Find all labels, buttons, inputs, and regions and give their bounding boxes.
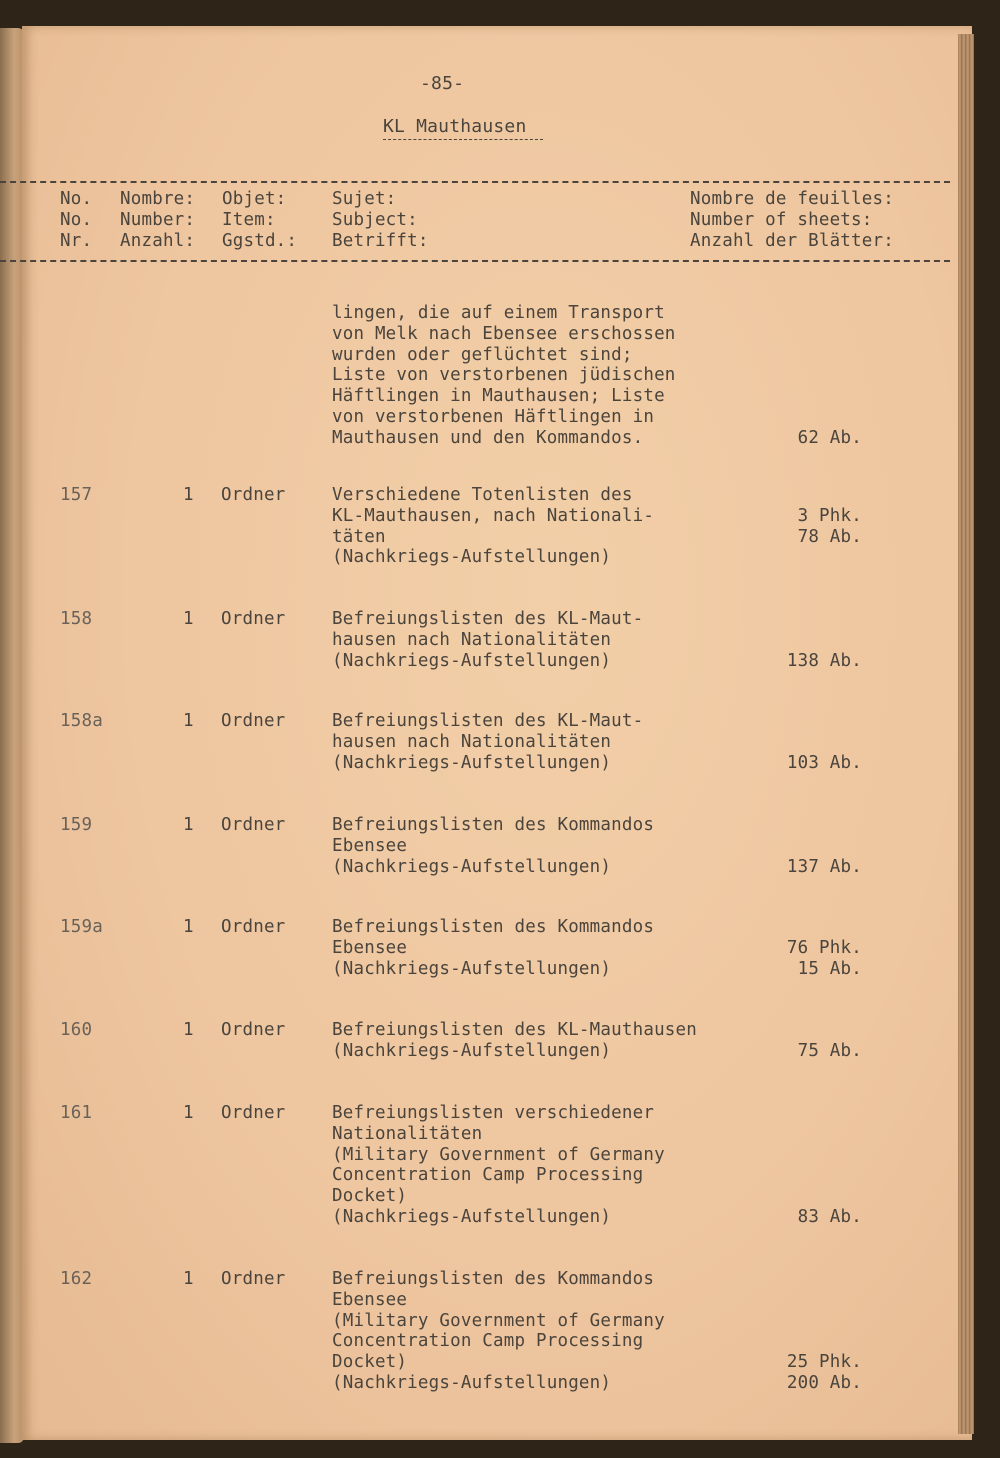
entry-description: Befreiungslisten des KL-Maut- hausen nach Nationalitäten (Nachkriegs-Aufstellungen) (332, 711, 644, 773)
header-bottom-rule (0, 260, 950, 262)
entry-item-type: Ordner (221, 917, 286, 937)
entry-item-type: Ordner (221, 609, 286, 629)
entry-description: Befreiungslisten des Kommandos Ebensee (Nachkriegs-Aufstellungen) (332, 815, 655, 877)
entry-description: Befreiungslisten des Kommandos Ebensee (Nachkriegs-Aufstellungen) (332, 917, 655, 979)
entry-number: 161 (60, 1103, 93, 1123)
header-col-sheets: Nombre de feuilles: Number of sheets: Anzahl der Blätter: (690, 189, 894, 251)
entry-sheet-count: 83 Ab. (797, 1207, 862, 1227)
continuation-count: 62 Ab. (797, 428, 862, 448)
entry-sheet-count: 76 Phk. 15 Ab. (786, 937, 862, 979)
header-col-number: Nombre: Number: Anzahl: (120, 189, 196, 251)
entry-item-type: Ordner (221, 1020, 286, 1040)
previous-page-edge (0, 28, 24, 1443)
section-title: KL Mauthausen (383, 116, 527, 137)
entry-description: Verschiedene Totenlisten des KL-Mauthausen, nach Nationali- täten (Nachkriegs-Aufstellungen) (332, 485, 655, 568)
title-underline (383, 139, 543, 140)
entry-quantity: 1 (183, 815, 194, 835)
entry-sheet-count: 137 Ab. (786, 856, 862, 877)
entry-quantity: 1 (183, 485, 194, 505)
continuation-description: lingen, die auf einem Transport von Melk nach Ebensee erschossen wurden oder geflüchtet sind; Liste von verstorbenen jüdischen Häftlingen in Mauthausen; Liste von verstorbenen Häftlingen in Mauthausen und den Kommandos. (332, 303, 676, 448)
entry-description: Befreiungslisten des Kommandos Ebensee (Military Government of Germany Concentration Camp Processing Docket) (Nachkriegs-Aufstellungen) (332, 1269, 665, 1393)
entry-quantity: 1 (183, 1269, 194, 1289)
entry-quantity: 1 (183, 609, 194, 629)
entry-sheet-count: 75 Ab. (797, 1040, 862, 1061)
entry-description: Befreiungslisten des KL-Maut- hausen nach Nationalitäten (Nachkriegs-Aufstellungen) (332, 609, 644, 671)
entry-number: 160 (60, 1020, 93, 1040)
entry-number: 157 (60, 485, 93, 505)
entry-quantity: 1 (183, 1103, 194, 1123)
entry-item-type: Ordner (221, 1103, 286, 1123)
entry-item-type: Ordner (221, 711, 286, 731)
entry-description: Befreiungslisten des KL-Mauthausen (Nachkriegs-Aufstellungen) (332, 1020, 698, 1061)
page-number: -85- (420, 73, 465, 94)
header-col-subject: Sujet: Subject: Betrifft: (332, 189, 429, 251)
entry-quantity: 1 (183, 711, 194, 731)
entry-description: Befreiungslisten verschiedener Nationalitäten (Military Government of Germany Concentration Camp Processing Docket) (Nachkriegs-Aufstellungen) (332, 1103, 665, 1227)
entry-quantity: 1 (183, 917, 194, 937)
entry-sheet-count: 25 Phk. 200 Ab. (786, 1352, 862, 1393)
entry-number: 158a (60, 711, 103, 731)
entry-item-type: Ordner (221, 1269, 286, 1289)
entry-number: 159 (60, 815, 93, 835)
header-col-item: Objet: Item: Ggstd.: (222, 189, 298, 251)
entry-number: 158 (60, 609, 93, 629)
entry-sheet-count: 103 Ab. (786, 752, 862, 773)
entry-number: 162 (60, 1269, 93, 1289)
entry-sheet-count: 3 Phk. 78 Ab. (797, 505, 862, 547)
entry-quantity: 1 (183, 1020, 194, 1040)
page-stack-edge (958, 34, 974, 1434)
header-col-no: No. No. Nr. (60, 189, 93, 251)
entry-item-type: Ordner (221, 485, 286, 505)
entry-item-type: Ordner (221, 815, 286, 835)
entry-sheet-count: 138 Ab. (786, 650, 862, 671)
entry-number: 159a (60, 917, 103, 937)
header-top-rule (0, 181, 950, 183)
